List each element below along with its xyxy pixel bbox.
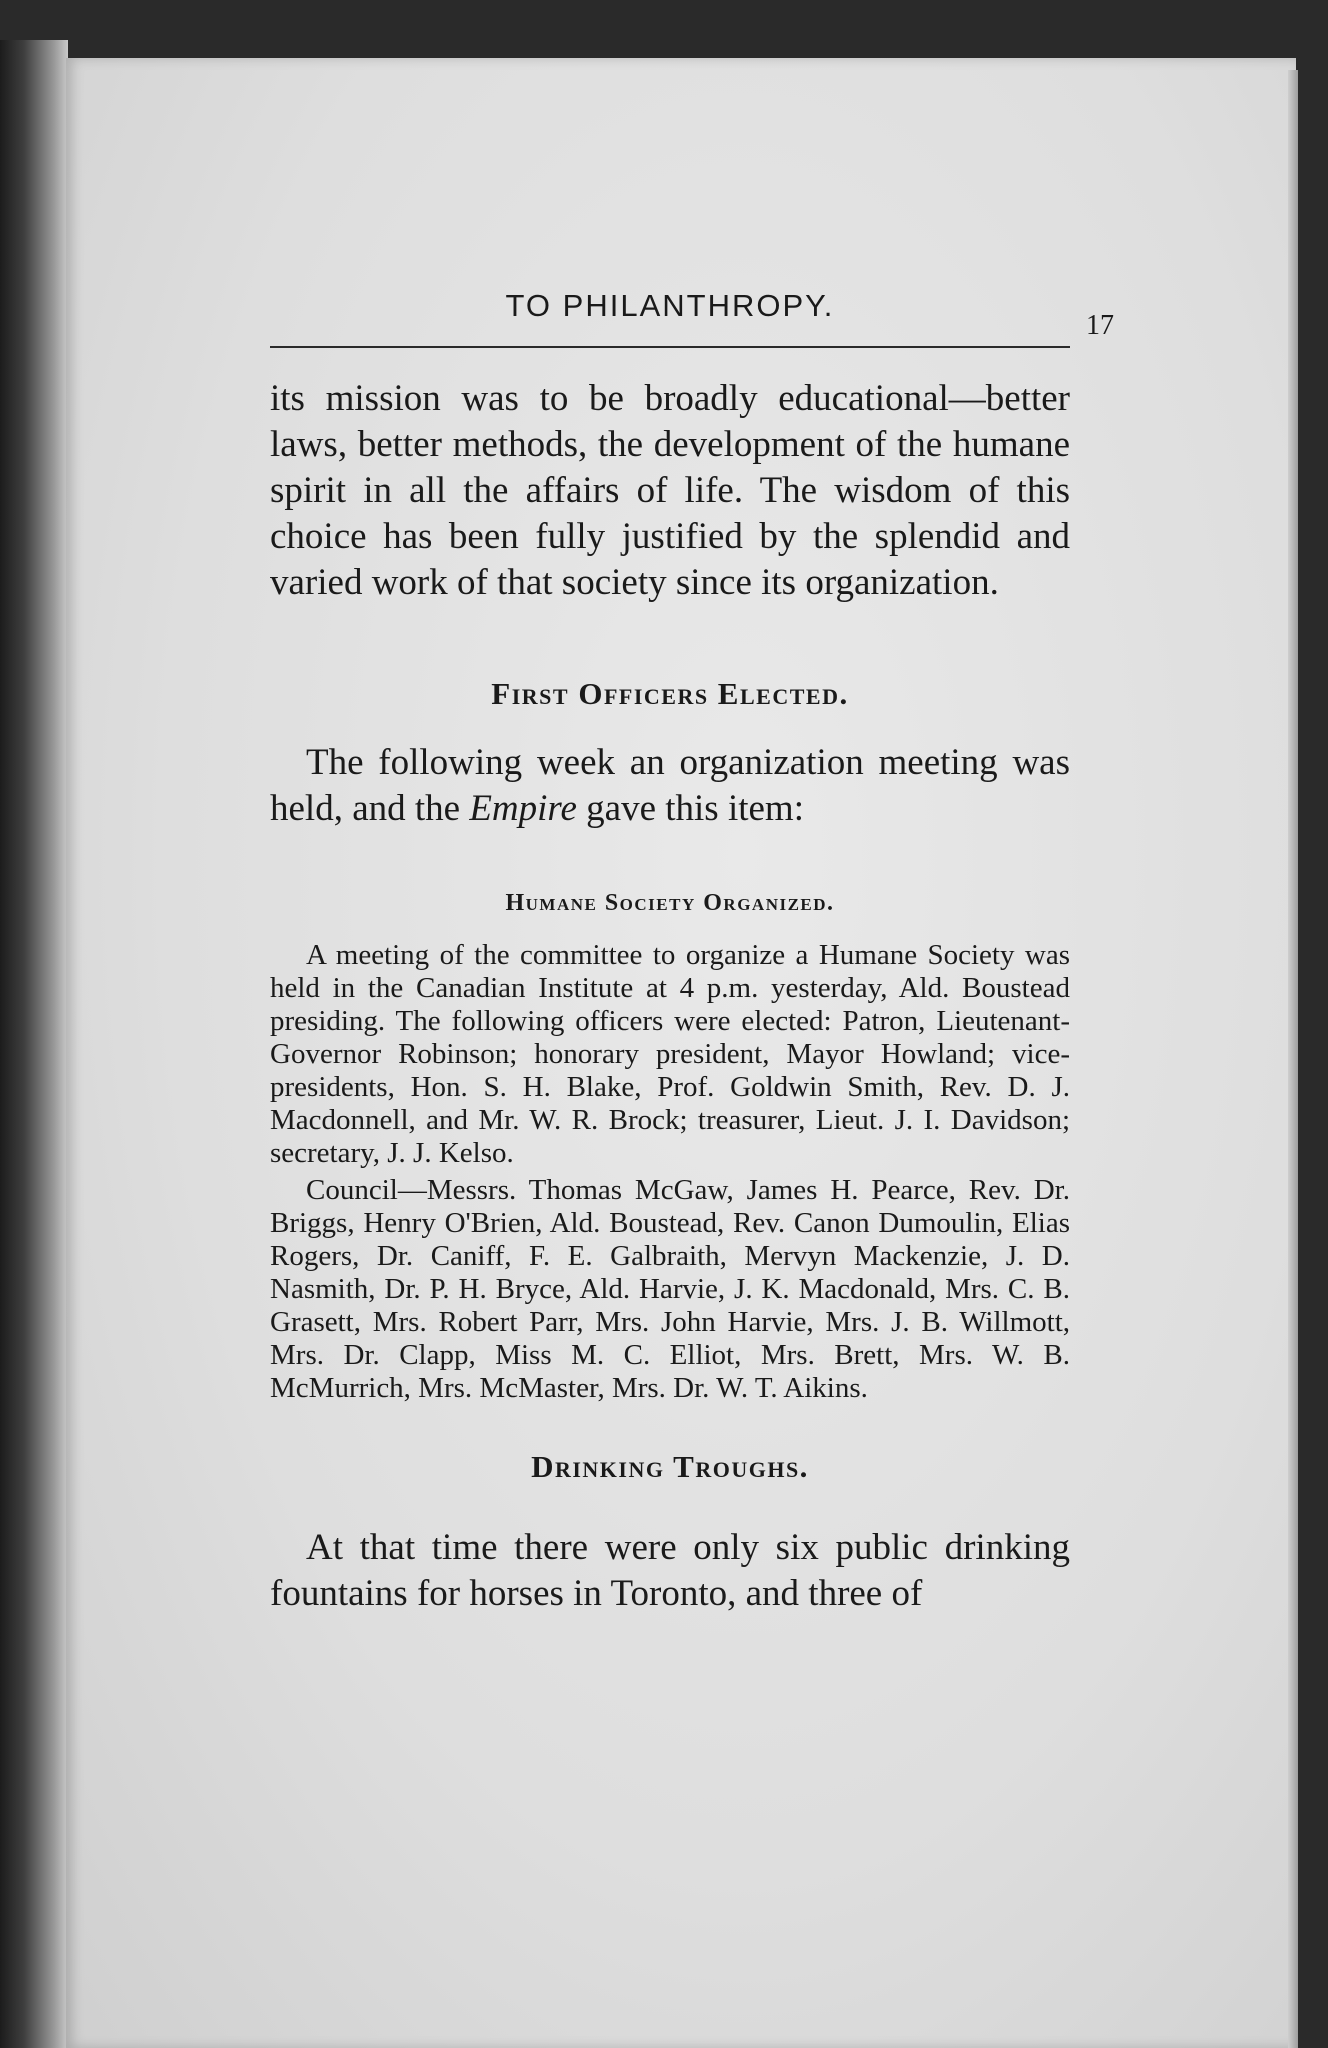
- running-title: TO PHILANTHROPY.: [505, 288, 835, 323]
- text-span: gave this item:: [586, 788, 804, 829]
- page-edge: [1288, 70, 1298, 2048]
- text-span: The following week an organization meeting was held, and the: [270, 742, 1070, 829]
- section-heading-first-officers: First Officers Elected.: [491, 676, 849, 711]
- page-number: 17: [1086, 310, 1114, 341]
- italic-title-empire: Empire: [469, 788, 577, 829]
- quoted-paragraph-council: Council—Messrs. Thomas McGaw, James H. Pearce, Rev. Dr. Briggs, Henry O'Brien, Ald. Boustead, Rev. Canon Dumoulin, Elias Rogers, Dr. Caniff, F. E. Galbraith, Mervyn Mackenzie, J. D. Nasmith, Dr. P. H. Bryce, Ald. Harvie, J. K. Macdonald, Mrs. C. B. Grasett, Mrs. Robert Parr, Mrs. John Harvie, Mrs. J. B. Willmott, Mrs. Dr. Clapp, Miss M. C. Elliot, Mrs. Brett, Mrs. W. B. McMurrich, Mrs. McMaster, Mrs. Dr. W. T. Aikins.: [270, 1174, 1070, 1404]
- body-paragraph-organization-meeting: [270, 740, 1070, 832]
- quoted-item-heading: Humane Society Organized.: [505, 890, 835, 916]
- page-content: [270, 270, 1114, 1617]
- section-heading-drinking-troughs: Drinking Troughs.: [531, 1449, 809, 1484]
- book-spine: [0, 40, 68, 2048]
- quoted-paragraph-officers: A meeting of the committee to organize a Humane Society was held in the Canadian Institute at 4 p.m. yesterday, Ald. Boustead presiding. The following officers were elected: Patron, Lieutenant-Governor Robinson; honorary president, Mayor Howland; vice-presidents, Hon. S. H. Blake, Prof. Goldwin Smith, Rev. D. J. Macdonnell, and Mr. W. R. Brock; treasurer, Lieut. J. I. Davidson; secretary, J. J. Kelso.: [270, 939, 1070, 1169]
- body-paragraph: its mission was to be broadly educational—better laws, better methods, the development of the humane spirit in all the affairs of life. The wisdom of this choice has been fully justified by the splendid and varied work of that society since its organization.: [270, 378, 1070, 603]
- running-head: [270, 270, 1114, 348]
- body-paragraph-fountains: At that time there were only six public drinking fountains for horses in Toronto, and three of: [270, 1527, 1070, 1614]
